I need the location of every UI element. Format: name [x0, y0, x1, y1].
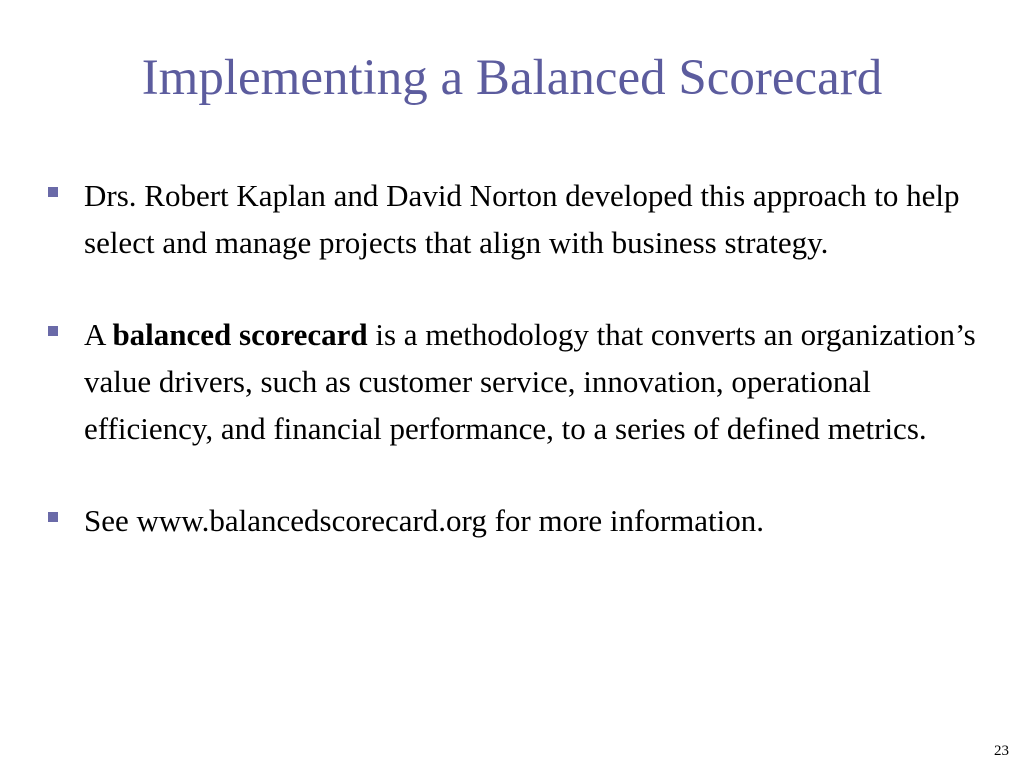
bullet-item-2: [0, 311, 1024, 452]
page-number: 23: [994, 743, 1009, 759]
bullet-text-2-prefix: A: [84, 317, 113, 352]
bullet-item-1: [0, 172, 1024, 266]
bullet-list: [0, 172, 1024, 544]
bullet-text-2-bold-term: balanced scorecard: [112, 317, 368, 352]
bullet-text-1: Drs. Robert Kaplan and David Norton developed this approach to help select and manage projects that align with business strategy.: [84, 178, 960, 260]
square-bullet-icon: [48, 326, 58, 336]
square-bullet-icon: [48, 187, 58, 197]
square-bullet-icon: [48, 512, 58, 522]
bullet-text-3: See www.balancedscorecard.org for more information.: [84, 503, 765, 538]
slide-title: Implementing a Balanced Scorecard: [141, 50, 883, 106]
bullet-text-2-suffix: is a methodology that converts an organization’s value drivers, such as customer service, innovation, operational efficiency, and financial performance, to a series of defined metrics.: [84, 317, 976, 446]
bullet-item-3: [0, 497, 1024, 544]
